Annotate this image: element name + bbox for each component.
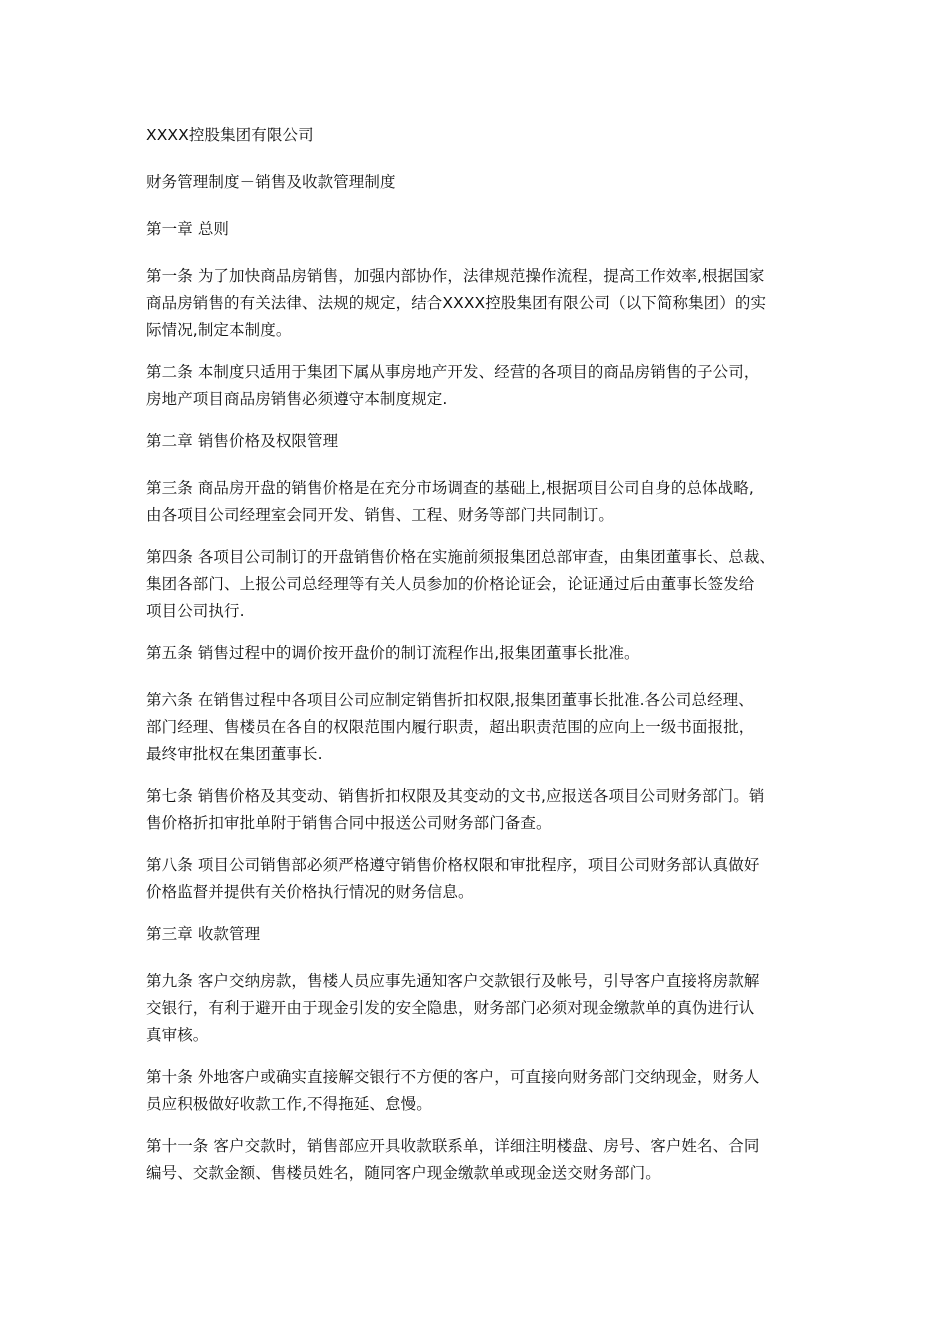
article-5 bbox=[146, 640, 811, 667]
article-8-line: 价格监督并提供有关价格执行情况的财务信息。 bbox=[146, 883, 474, 901]
article-6-line: 部门经理、售楼员在各自的权限范围内履行职责，超出职责范围的应向上一级书面报批， bbox=[146, 718, 755, 736]
article-11-line: 编号、交款金额、售楼员姓名，随同客户现金缴款单或现金送交财务部门。 bbox=[146, 1164, 661, 1182]
article-9-line: 交银行，有利于避开由于现金引发的安全隐患，财务部门必须对现金缴款单的真伪进行认 bbox=[146, 999, 755, 1017]
article-9-line: 第九条 客户交纳房款，售楼人员应事先通知客户交款银行及帐号，引导客户直接将房款解 bbox=[146, 972, 760, 990]
article-2-line: 第二条 本制度只适用于集团下属从事房地产开发、经营的各项目的商品房销售的子公司， bbox=[146, 363, 760, 381]
article-5-line: 第五条 销售过程中的调价按开盘价的制订流程作出,报集团董事长批准。 bbox=[146, 644, 640, 662]
article-11 bbox=[146, 1133, 811, 1187]
document-title: 财务管理制度－销售及收款管理制度 bbox=[146, 173, 396, 191]
article-6-line: 最终审批权在集团董事长. bbox=[146, 745, 323, 763]
chapter-1-heading: 第一章 总则 bbox=[146, 220, 230, 238]
article-1-line: 第一条 为了加快商品房销售，加强内部协作，法律规范操作流程，提高工作效率,根据国家 bbox=[146, 267, 765, 285]
chapter-3-heading: 第三章 收款管理 bbox=[146, 925, 261, 943]
article-10-line: 员应积极做好收款工作,不得拖延、怠慢。 bbox=[146, 1095, 432, 1113]
article-4-line: 项目公司执行. bbox=[146, 602, 245, 620]
article-4-line: 第四条 各项目公司制订的开盘销售价格在实施前须报集团总部审查，由集团董事长、总裁、 bbox=[146, 548, 776, 566]
document-body bbox=[146, 122, 811, 1202]
article-6-line: 第六条 在销售过程中各项目公司应制定销售折扣权限,报集团董事长批准.各公司总经理、 bbox=[146, 691, 754, 709]
article-2 bbox=[146, 359, 811, 413]
article-1 bbox=[146, 263, 811, 344]
article-3-line: 第三条 商品房开盘的销售价格是在充分市场调查的基础上,根据项目公司自身的总体战略, bbox=[146, 479, 754, 497]
article-3 bbox=[146, 475, 811, 529]
article-1-line: 际情况,制定本制度。 bbox=[146, 321, 292, 339]
article-8 bbox=[146, 852, 811, 906]
article-9-line: 真审核。 bbox=[146, 1026, 209, 1044]
article-7-line: 第七条 销售价格及其变动、销售折扣权限及其变动的文书,应报送各项目公司财务部门。销 bbox=[146, 787, 765, 805]
article-3-line: 由各项目公司经理室会同开发、销售、工程、财务等部门共同制订。 bbox=[146, 506, 615, 524]
company-name: XXXX控股集团有限公司 bbox=[146, 126, 314, 144]
article-11-line: 第十一条 客户交款时，销售部应开具收款联系单，详细注明楼盘、房号、客户姓名、合同 bbox=[146, 1137, 760, 1155]
article-9 bbox=[146, 968, 811, 1049]
article-6 bbox=[146, 687, 811, 768]
article-2-line: 房地产项目商品房销售必须遵守本制度规定. bbox=[146, 390, 448, 408]
article-10 bbox=[146, 1064, 811, 1118]
article-8-line: 第八条 项目公司销售部必须严格遵守销售价格权限和审批程序，项目公司财务部认真做好 bbox=[146, 856, 760, 874]
article-7-line: 售价格折扣审批单附于销售合同中报送公司财务部门备查。 bbox=[146, 814, 552, 832]
article-7 bbox=[146, 783, 811, 837]
article-4-line: 集团各部门、上报公司总经理等有关人员参加的价格论证会，论证通过后由董事长签发给 bbox=[146, 575, 755, 593]
chapter-2-heading: 第二章 销售价格及权限管理 bbox=[146, 432, 339, 450]
article-1-line: 商品房销售的有关法律、法规的规定，结合XXXX控股集团有限公司（以下简称集团）的实 bbox=[146, 294, 767, 312]
article-4 bbox=[146, 544, 811, 625]
article-10-line: 第十条 外地客户或确实直接解交银行不方便的客户，可直接向财务部门交纳现金，财务人 bbox=[146, 1068, 760, 1086]
